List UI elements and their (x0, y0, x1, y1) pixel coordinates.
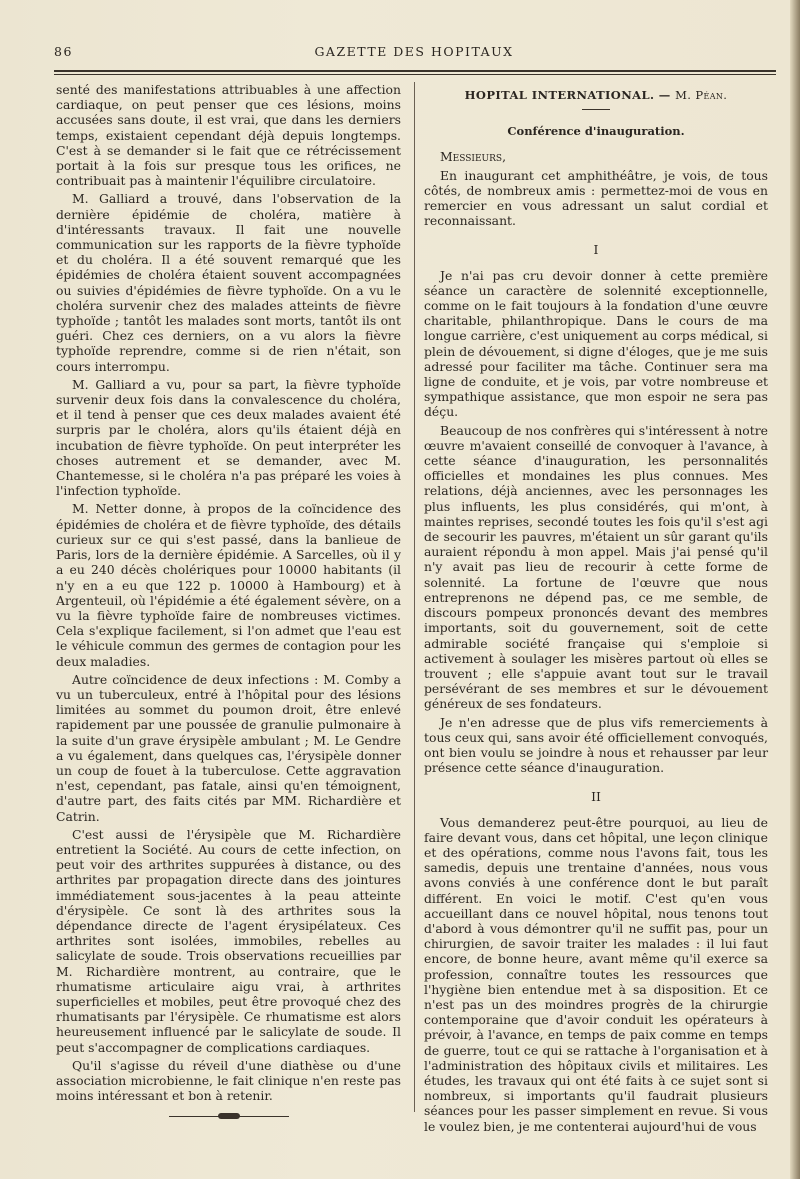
paragraph: En inaugurant cet amphithéâtre, je vois, de tous côtés, de nombreux amis : permettez-moi de vous en remercier en vous adressant un salut cordial et reconnaissant. (424, 167, 768, 229)
header-rule-thick (54, 70, 776, 72)
salutation: Messieurs, (440, 149, 507, 165)
paragraph: Qu'il s'agisse du réveil d'une diathèse ou d'une association microbienne, le fait clinique n'en reste pas moins intéressant et bon à retenir. (56, 1057, 401, 1104)
article-author: M. Péan. (675, 88, 728, 102)
paragraph: C'est aussi de l'érysipèle que M. Richardière entretient la Société. Au cours de cette infection, on peut voir des arthrites suppurées à distance, ou des arthrites par propagation directe dans des jointures immédiatement sous-jacentes à la peau atteinte d'érysipèle. Ce sont là des arthrites sous la dépendance directe de l'agent érysipélateux. Ces arthrites sont isolées, immobiles, rebelles au salicylate de soude. Trois observations recueillies par M. Richardière montrent, au contraire, que le rhumatisme articulaire aigu vrai, à arthrites superficielles et mobiles, peut être provoqué chez des rhumatisants par l'érysipèle. Ce rhumatisme est alors heureusement influencé par le salicylate de soude. Il peut s'accompagner de complications cardiaques. (56, 826, 401, 1055)
paragraph: Vous demanderez peut-être pourquoi, au lieu de faire devant vous, dans cet hôpital, une leçon clinique et des opérations, comme nous l'avons fait, tous les samedis, depuis une trentaine d'années, nous vous avons conviés à une conférence dont le but paraît différent. En voici le motif. C'est qu'en vous accueillant dans ce nouvel hôpital, nous tenons tout d'abord à vous démontrer qu'il ne suffit pas, pour un chirurgien, de savoir traiter les malades : il lui faut encore, de bonne heure, avant même qu'il exerce sa profession, connaître toutes les ressources que l'hygiène bien entendue met à sa disposition. Et ce n'est pas un des moindres progrès de la chirurgie contemporaine que d'avoir conduit les opérateurs à prévoir, à l'avance, en temps de paix comme en temps de guerre, tout ce qui se rattache à l'organisation et à l'administration des hôpitaux civils et militaires. Les études, les travaux qui ont été faits à ce sujet sont si nombreux, si importants qu'il faudrait plusieurs séances pour les passer simplement en revue. Si vous le voulez bien, je me contenterai aujourd'hui de vous (424, 814, 768, 1134)
page-header (54, 44, 774, 64)
paragraph: Je n'ai pas cru devoir donner à cette première séance un caractère de solennité exceptionnelle, comme on le fait toujours à la fondation d'une œuvre charitable, philanthropique. Dans le cours de ma longue carrière, c'est uniquement au corps médical, si plein de dévouement, si digne d'éloges, que je me suis adressé pour faciliter ma tâche. Continuer sera ma ligne de conduite, et je vois, par votre nombreuse et sympathique assistance, que mon espoir ne sera pas déçu. (424, 267, 768, 420)
paragraph: senté des manifestations attribuables à une affection cardiaque, on peut penser que ces lésions, moins accusées sans doute, il est vrai, que dans les derniers temps, existaient cependant déjà depuis longtemps. C'est à se demander si le fait que ce rétrécissement portait à la fois sur presque tous les orifices, ne contribuait pas à maintenir l'équilibre circulatoire. (56, 82, 401, 189)
article-heading (424, 88, 768, 103)
paragraph: Autre coïncidence de deux infections : M. Comby a vu un tuberculeux, entré à l'hôpital pour des lésions limitées au sommet du poumon droit, être enlevé rapidement par une poussée de granulie pulmonaire à la suite d'un grave érysipèle ambulant ; M. Le Gendre a vu également, dans quelques cas, l'érysipèle donner un coup de fouet à la tuberculose. Cette aggravation n'est, cependant, pas fatale, ainsi qu'en témoignent, d'autre part, des faits cités par MM. Richardière et Catrin. (56, 671, 401, 824)
page-edge-shadow (790, 0, 800, 1179)
column-divider (414, 82, 415, 1112)
paragraph: M. Galliard a trouvé, dans l'observation de la dernière épidémie de choléra, matière à d'intéressants travaux. Il fait une nouvelle communication sur les rapports de la fièvre typhoïde et du choléra. Il a été souvent remarqué que les épidémies de choléra étaient souvent accompagnées ou suivies d'épidémies de fièvre typhoïde. On a vu le choléra survenir chez des malades atteints de fièvre typhoïde ; tantôt les malades sont morts, tantôt ils ont guéri. Chez ces derniers, on a vu alors la fièvre typhoïde reprendre, comme si de rien n'était, son cours interrompu. (56, 191, 401, 374)
right-column (424, 82, 768, 1137)
journal-title: GAZETTE DES HOPITAUX (314, 44, 514, 59)
section-number-2: II (591, 789, 601, 805)
paragraph: M. Netter donne, à propos de la coïncidence des épidémies de choléra et de fièvre typhoïde, des détails curieux sur ce qui s'est passé, dans la banlieue de Paris, lors de la dernière épidémie. A Sarcelles, où il y a eu 240 décès cholériques pour 10000 habitants (il n'y en a eu que 122 p. 10000 à Hambourg) et à Argenteuil, où l'épidémie a été également sévère, on a vu la fièvre typhoïde faire de nombreuses victimes. Cela s'explique facilement, si l'on admet que l'eau est le véhicule commun des germes de contagion pour les deux maladies. (56, 501, 401, 669)
header-rule-thin (54, 74, 776, 75)
end-ornament (169, 1113, 289, 1121)
page-number: 86 (54, 44, 73, 59)
paragraph: Je n'en adresse que de plus vifs remerciements à tous ceux qui, sans avoir été officiellement convoqués, ont bien voulu se joindre à nous et rehausser par leur présence cette séance d'inauguration. (424, 714, 768, 776)
section-number-1: I (593, 242, 599, 258)
paragraph: Beaucoup de nos confrères qui s'intéressent à notre œuvre m'avaient conseillé de convoquer à l'avance, à cette séance d'inauguration, les personnalités officielles et mondaines les plus connues. Mes relations, déjà anciennes, avec les personnages les plus influents, les plus considérés, qui m'ont, à maintes reprises, secondé toutes les fois qu'il s'est agi de secourir les pauvres, m'étaient un sûr garant qu'ils auraient répondu à mon appel. Mais j'ai pensé qu'il n'y avait pas lieu de recourir à cette forme de solennité. La fortune de l'œuvre que nous entreprenons ne dépend pas, ce me semble, de discours pompeux prononcés devant des membres importants, soit du gouvernement, soit de cette admirable société française qui s'emploie si activement à soulager les misères partout où elles se trouvent ; elle s'appuie avant tout sur le travail persévérant de ses membres et sur le dévouement généreux de ses fondateurs. (424, 422, 768, 712)
left-column (56, 82, 401, 1121)
article-subheading: Conférence d'inauguration. (507, 124, 685, 139)
paragraph: M. Galliard a vu, pour sa part, la fièvre typhoïde survenir deux fois dans la convalescence du choléra, et il tend à penser que ces deux malades avaient été surpris par le choléra, alors qu'ils étaient déjà en incubation de fièvre typhoïde. On peut interpréter les choses autrement et se demander, avec M. Chantemesse, si le choléra n'a pas préparé les voies à l'infection typhoïde. (56, 376, 401, 499)
heading-rule (582, 109, 610, 110)
article-hospital: HOPITAL INTERNATIONAL. — (464, 88, 676, 102)
